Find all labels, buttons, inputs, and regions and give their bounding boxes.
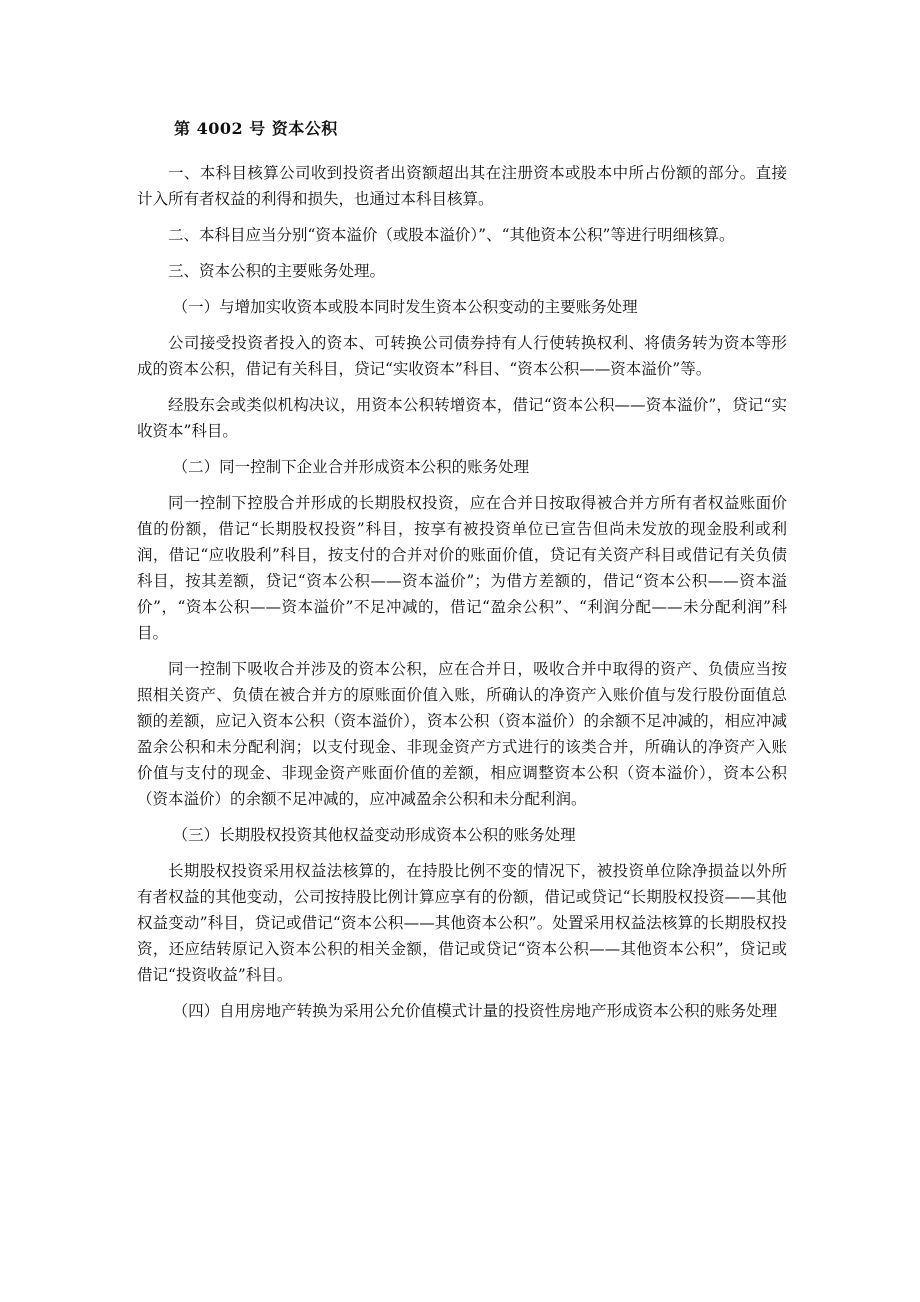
paragraph-11: 长期股权投资采用权益法核算的，在持股比例不变的情况下，被投资单位除净损益以外所有者权益的其他变动，公司按持股比例计算应享有的份额，借记或贷记“长期股权投资——其他权益变动”科目，贷记或借记“资本公积——其他资本公积”。处置采用权益法核算的长期股权投资，还应结转原记入资本公积的相关金额，借记或贷记“资本公积——其他资本公积”，贷记或借记“投资收益”科目。 <box>137 862 787 984</box>
section-heading-3: （三）长期股权投资其他权益变动形成资本公积的账务处理 <box>172 826 576 844</box>
paragraph-8: 同一控制下控股合并形成的长期股权投资，应在合并日按取得被合并方所有者权益账面价值的份额，借记“长期股权投资”科目，按享有被投资单位已宣告但尚未发放的现金股利或利润，借记“应收股利”科目，按支付的合并对价的账面价值，贷记有关资产科目或借记有关负债科目，按其差额，贷记“资本公积——资本溢价”；为借方差额的，借记“资本公积——资本溢价”，“资本公积——资本溢价”不足冲减的，借记“盈余公积”、“利润分配——未分配利润”科目。 <box>137 494 787 642</box>
paragraph-5: 公司接受投资者投入的资本、可转换公司债券持有人行使转换权利、将债务转为资本等形成的资本公积，借记有关科目，贷记“实收资本”科目、“资本公积——资本溢价”等。 <box>137 334 787 378</box>
section-heading-1: （一）与增加实收资本或股本同时发生资本公积变动的主要账务处理 <box>172 298 638 316</box>
paragraph-3: 三、资本公积的主要账务处理。 <box>168 262 386 280</box>
section-heading-2: （二）同一控制下企业合并形成资本公积的账务处理 <box>172 458 530 476</box>
paragraph-6: 经股东会或类似机构决议，用资本公积转增资本，借记“资本公积——资本溢价”，贷记“实收资本”科目。 <box>137 396 787 440</box>
paragraph-9: 同一控制下吸收合并涉及的资本公积，应在合并日，吸收合并中取得的资产、负债应当按照相关资产、负债在被合并方的原账面价值入账，所确认的净资产入账价值与发行股份面值总额的差额，应记入资本公积（资本溢价），资本公积（资本溢价）的余额不足冲减的，相应冲减盈余公积和未分配利润；以支付现金、非现金资产方式进行的该类合并，所确认的净资产入账价值与支付的现金、非现金资产账面价值的差额，相应调整资本公积（资本溢价），资本公积（资本溢价）的余额不足冲减的，应冲减盈余公积和未分配利润。 <box>137 660 787 808</box>
paragraph-2: 二、本科目应当分别“资本溢价（或股本溢价）”、“其他资本公积”等进行明细核算。 <box>168 226 735 244</box>
section-heading-4: （四）自用房地产转换为采用公允价值模式计量的投资性房地产形成资本公积的账务处理 <box>172 1002 778 1020</box>
document-title: 第 4002 号 资本公积 <box>174 119 338 138</box>
document-body <box>137 160 787 1034</box>
paragraph-1: 一、本科目核算公司收到投资者出资额超出其在注册资本或股本中所占份额的部分。直接计入所有者权益的利得和损失，也通过本科目核算。 <box>137 164 787 208</box>
